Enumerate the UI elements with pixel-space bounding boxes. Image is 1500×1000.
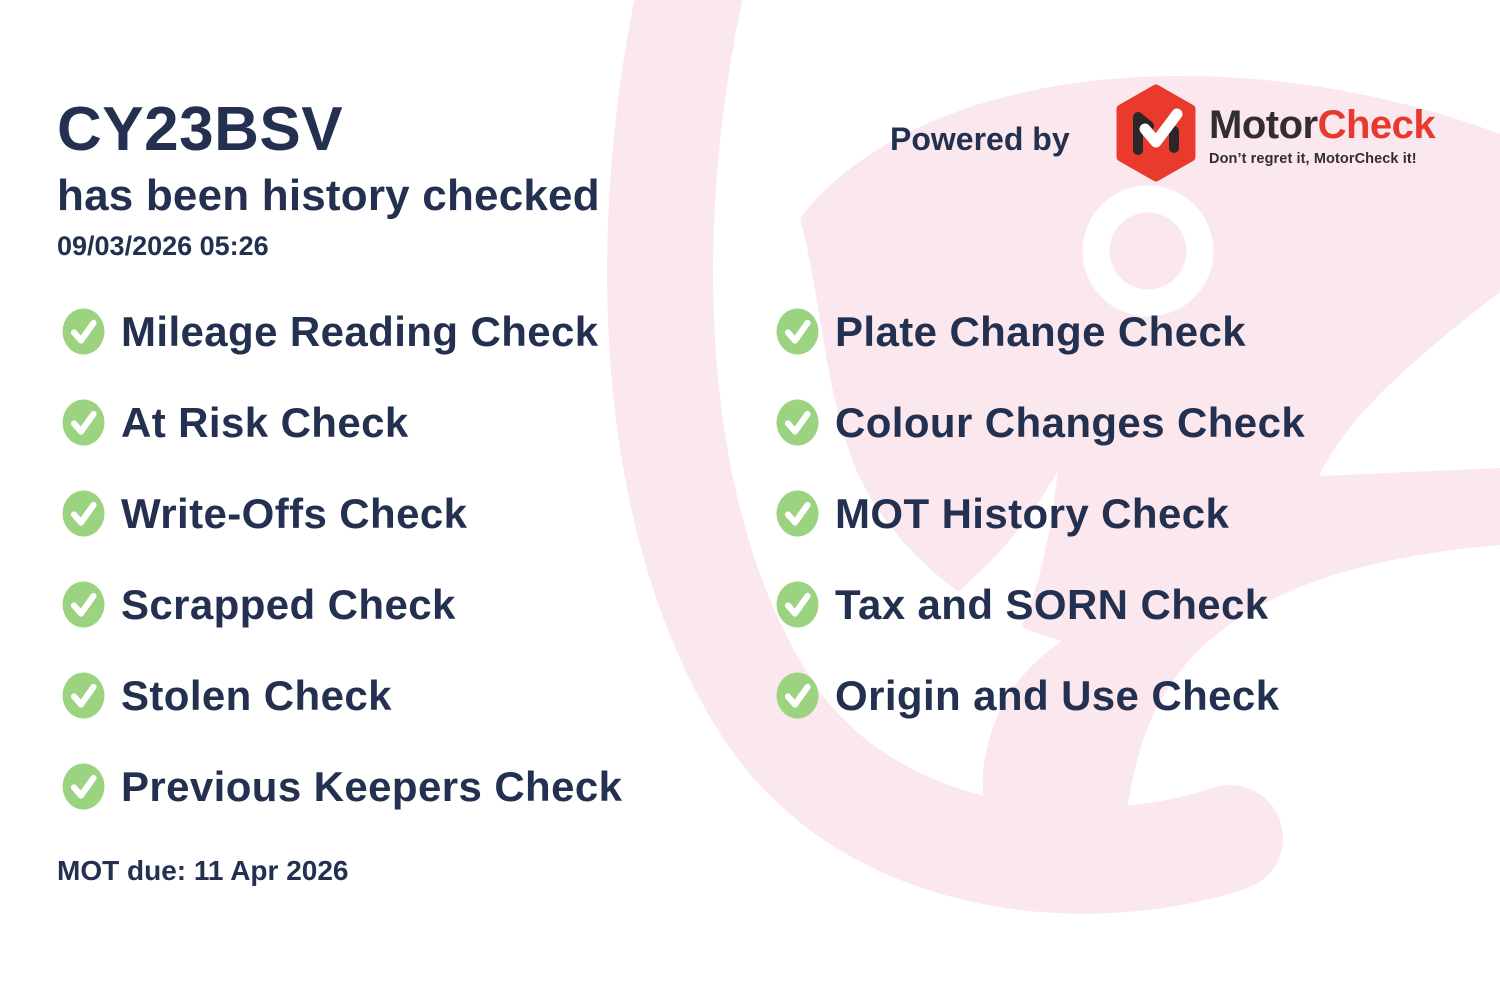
checks-left-column	[62, 286, 622, 832]
check-list-item	[62, 741, 622, 832]
green-check-icon	[776, 399, 819, 446]
check-list-item	[62, 559, 622, 650]
motorcheck-logo-icon	[1112, 84, 1200, 182]
green-check-icon	[776, 672, 819, 719]
page-title: has been history checked	[57, 171, 600, 220]
check-list-item	[776, 650, 1305, 741]
check-label: Mileage Reading Check	[121, 307, 599, 355]
green-check-icon	[62, 672, 105, 719]
check-list-item	[62, 468, 622, 559]
check-label: Stolen Check	[121, 671, 392, 719]
check-list-item	[62, 286, 622, 377]
brand-wordmark	[1209, 105, 1435, 145]
check-timestamp: 09/03/2026 05:26	[57, 231, 269, 261]
check-label: Scrapped Check	[121, 580, 456, 628]
check-label: Tax and SORN Check	[835, 580, 1269, 628]
check-label: Previous Keepers Check	[121, 762, 623, 810]
green-check-icon	[62, 399, 105, 446]
green-check-icon	[62, 490, 105, 537]
green-check-icon	[776, 581, 819, 628]
checks-right-column	[776, 286, 1305, 741]
brand-wordmark-block	[1209, 105, 1435, 167]
check-list-item	[62, 377, 622, 468]
green-check-icon	[62, 581, 105, 628]
check-label: Origin and Use Check	[835, 671, 1280, 719]
green-check-icon	[62, 763, 105, 810]
check-label: Plate Change Check	[835, 307, 1246, 355]
check-label: Write-Offs Check	[121, 489, 468, 537]
green-check-icon	[62, 308, 105, 355]
check-label: MOT History Check	[835, 489, 1230, 537]
check-list-item	[776, 286, 1305, 377]
check-list-item	[776, 559, 1305, 650]
check-list-item	[776, 377, 1305, 468]
check-label: At Risk Check	[121, 398, 409, 446]
mot-due-label: MOT due: 11 Apr 2026	[57, 855, 349, 886]
brand-name-motor: Motor	[1209, 103, 1318, 147]
brand-tagline: Don’t regret it, MotorCheck it!	[1209, 151, 1417, 167]
brand-name-check: Check	[1317, 103, 1436, 147]
green-check-icon	[776, 308, 819, 355]
green-check-icon	[776, 490, 819, 537]
check-list-item	[62, 650, 622, 741]
powered-by-label: Powered by	[890, 121, 1070, 157]
registration-plate: CY23BSV	[57, 95, 344, 164]
header	[57, 95, 600, 261]
check-label: Colour Changes Check	[835, 398, 1306, 446]
check-list-item	[776, 468, 1305, 559]
